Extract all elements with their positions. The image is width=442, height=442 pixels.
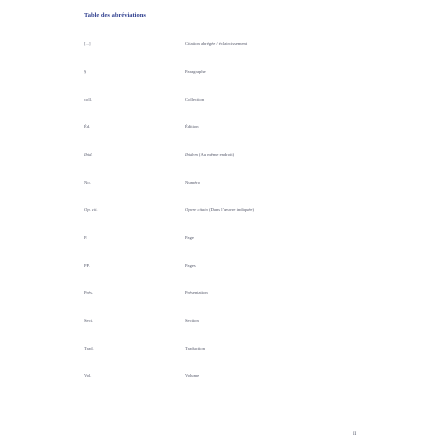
table-row [0, 235, 442, 245]
meaning-text: Présentation [185, 290, 208, 295]
meaning-text: Numéro [185, 180, 201, 185]
meaning-text: Traduction [185, 346, 205, 351]
abbreviation: § [84, 69, 87, 74]
meaning-text: Section [185, 318, 199, 323]
meaning-text: (Dans l’œuvre indiquée) [207, 207, 254, 212]
meaning [185, 152, 234, 157]
meaning [185, 346, 205, 351]
abbreviation: Prés. [84, 290, 94, 295]
abbreviation: coll. [84, 97, 93, 102]
meaning-text: (Au même endroit) [197, 152, 235, 157]
table-row [0, 41, 442, 51]
meaning [185, 97, 204, 102]
abbreviation: P. [84, 235, 88, 240]
meaning [185, 207, 254, 212]
meaning-text: Pages [185, 263, 196, 268]
abbreviation: Ibid. [84, 152, 93, 157]
page-number: II [353, 432, 357, 437]
table-row [0, 124, 442, 134]
meaning [185, 124, 199, 129]
table-row [0, 207, 442, 217]
meaning [185, 318, 199, 323]
table-row [0, 318, 442, 328]
table-row [0, 290, 442, 300]
meaning-text: Volume [185, 373, 200, 378]
meaning-text: Citation abrégée / éclaircissement [185, 41, 248, 46]
abbreviation: PP. [84, 263, 90, 268]
abbreviation: Trad. [84, 346, 94, 351]
table-row [0, 373, 442, 383]
abbreviation: Vol. [84, 373, 92, 378]
meaning-text: Collection [185, 97, 205, 102]
meaning [185, 41, 247, 46]
meaning-italic: Ibidem [185, 152, 198, 157]
meaning-text: Édition [185, 124, 199, 129]
meaning-italic: Opere citato [185, 207, 208, 212]
meaning [185, 69, 206, 74]
meaning [185, 290, 208, 295]
meaning-text: Paragraphe [185, 69, 206, 74]
abbreviation: Sect. [84, 318, 94, 323]
abbreviation: [...] [84, 41, 91, 46]
table-row [0, 152, 442, 162]
meaning [185, 180, 200, 185]
page-title: Table des abréviations [84, 12, 146, 19]
table-row [0, 97, 442, 107]
table-row [0, 180, 442, 190]
meaning [185, 263, 196, 268]
meaning [185, 235, 194, 240]
table-row [0, 69, 442, 79]
meaning-text: Page [185, 235, 194, 240]
table-row [0, 346, 442, 356]
abbreviation: No. [84, 180, 91, 185]
abbreviation: Éd. [84, 124, 91, 129]
meaning [185, 373, 199, 378]
abbreviation: Op. cit. [84, 207, 98, 212]
table-row [0, 263, 442, 273]
